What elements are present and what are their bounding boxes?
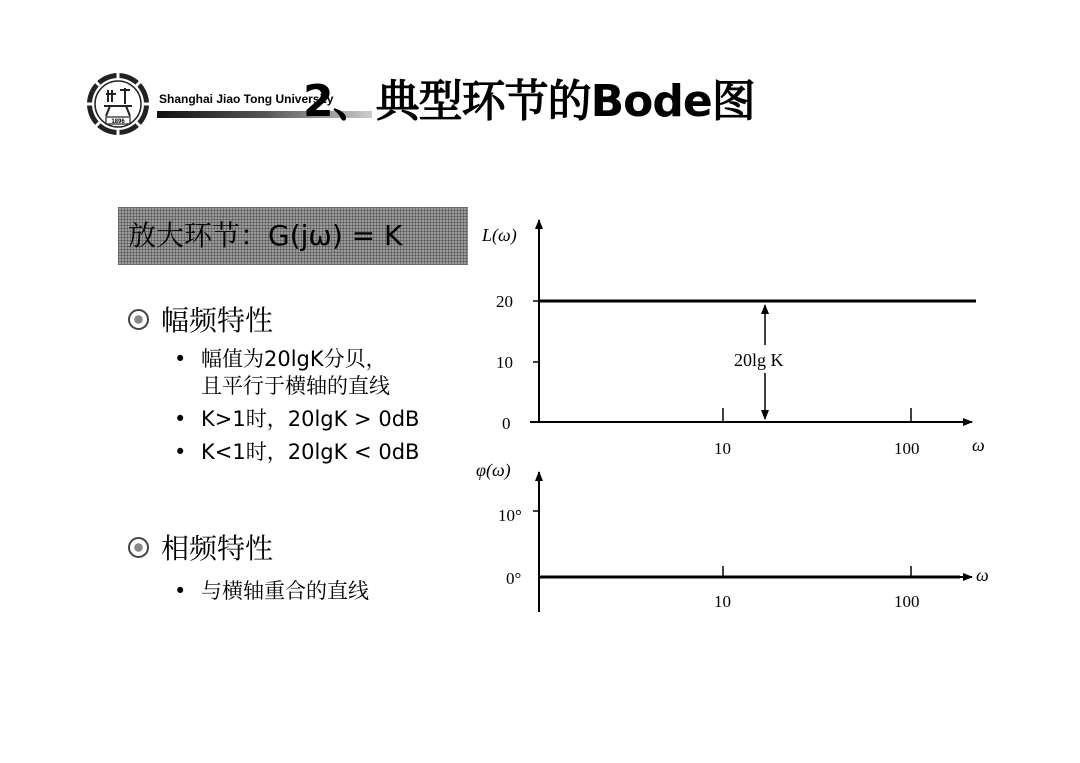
list-item-text: 且平行于横轴的直线 bbox=[201, 374, 390, 398]
annotation-label: 20lg K bbox=[734, 350, 784, 370]
list-item bbox=[172, 439, 419, 466]
section-heading-text: 幅频特性 bbox=[161, 304, 274, 337]
phase-list bbox=[172, 578, 369, 605]
formula-box bbox=[118, 207, 468, 265]
university-name: Shanghai Jiao Tong University bbox=[159, 92, 334, 106]
list-item bbox=[172, 373, 419, 400]
list-item bbox=[172, 406, 419, 433]
mag-x-tick-100: 100 bbox=[894, 439, 920, 458]
section-heading-magnitude bbox=[128, 303, 273, 339]
mag-y-tick-10: 10 bbox=[496, 353, 513, 372]
list-item-text: K>1时，20lgK > 0dB bbox=[201, 407, 420, 431]
phase-x-tick-100: 100 bbox=[894, 592, 920, 611]
list-item bbox=[172, 578, 369, 605]
formula-text: 放大环节：G(jω) = K bbox=[128, 219, 403, 252]
section-heading-text: 相频特性 bbox=[161, 532, 274, 565]
page-title: 2、典型环节的Bode图 bbox=[303, 76, 755, 127]
mag-x-tick-10: 10 bbox=[714, 439, 731, 458]
university-logo-icon bbox=[86, 72, 150, 136]
seal-bullet-icon bbox=[128, 309, 149, 330]
phase-y-tick-10: 10° bbox=[498, 506, 522, 525]
phase-x-tick-10: 10 bbox=[714, 592, 731, 611]
mag-y-label: L(ω) bbox=[482, 225, 517, 245]
phase-x-label: ω bbox=[976, 565, 989, 585]
mag-y-tick-20: 20 bbox=[496, 292, 513, 311]
list-item-text: K<1时，20lgK < 0dB bbox=[201, 440, 420, 464]
bode-chart bbox=[470, 200, 1010, 620]
list-item-text: 幅值为20lgK分贝， bbox=[201, 347, 387, 371]
magnitude-list bbox=[172, 346, 419, 466]
list-item-text: 与横轴重合的直线 bbox=[201, 579, 369, 603]
logo-year: 1896 bbox=[111, 119, 125, 125]
mag-x-label: ω bbox=[972, 435, 985, 455]
seal-bullet-icon bbox=[128, 537, 149, 558]
list-item bbox=[172, 346, 419, 373]
section-heading-phase bbox=[128, 531, 273, 567]
bullet-dot: • bbox=[174, 407, 187, 431]
bullet-dot: • bbox=[174, 347, 187, 371]
mag-y-tick-0: 0 bbox=[502, 414, 511, 433]
bullet-dot: • bbox=[174, 440, 187, 464]
phase-y-label: φ(ω) bbox=[476, 460, 511, 480]
phase-y-tick-0: 0° bbox=[506, 569, 522, 588]
bullet-dot: • bbox=[174, 579, 187, 603]
